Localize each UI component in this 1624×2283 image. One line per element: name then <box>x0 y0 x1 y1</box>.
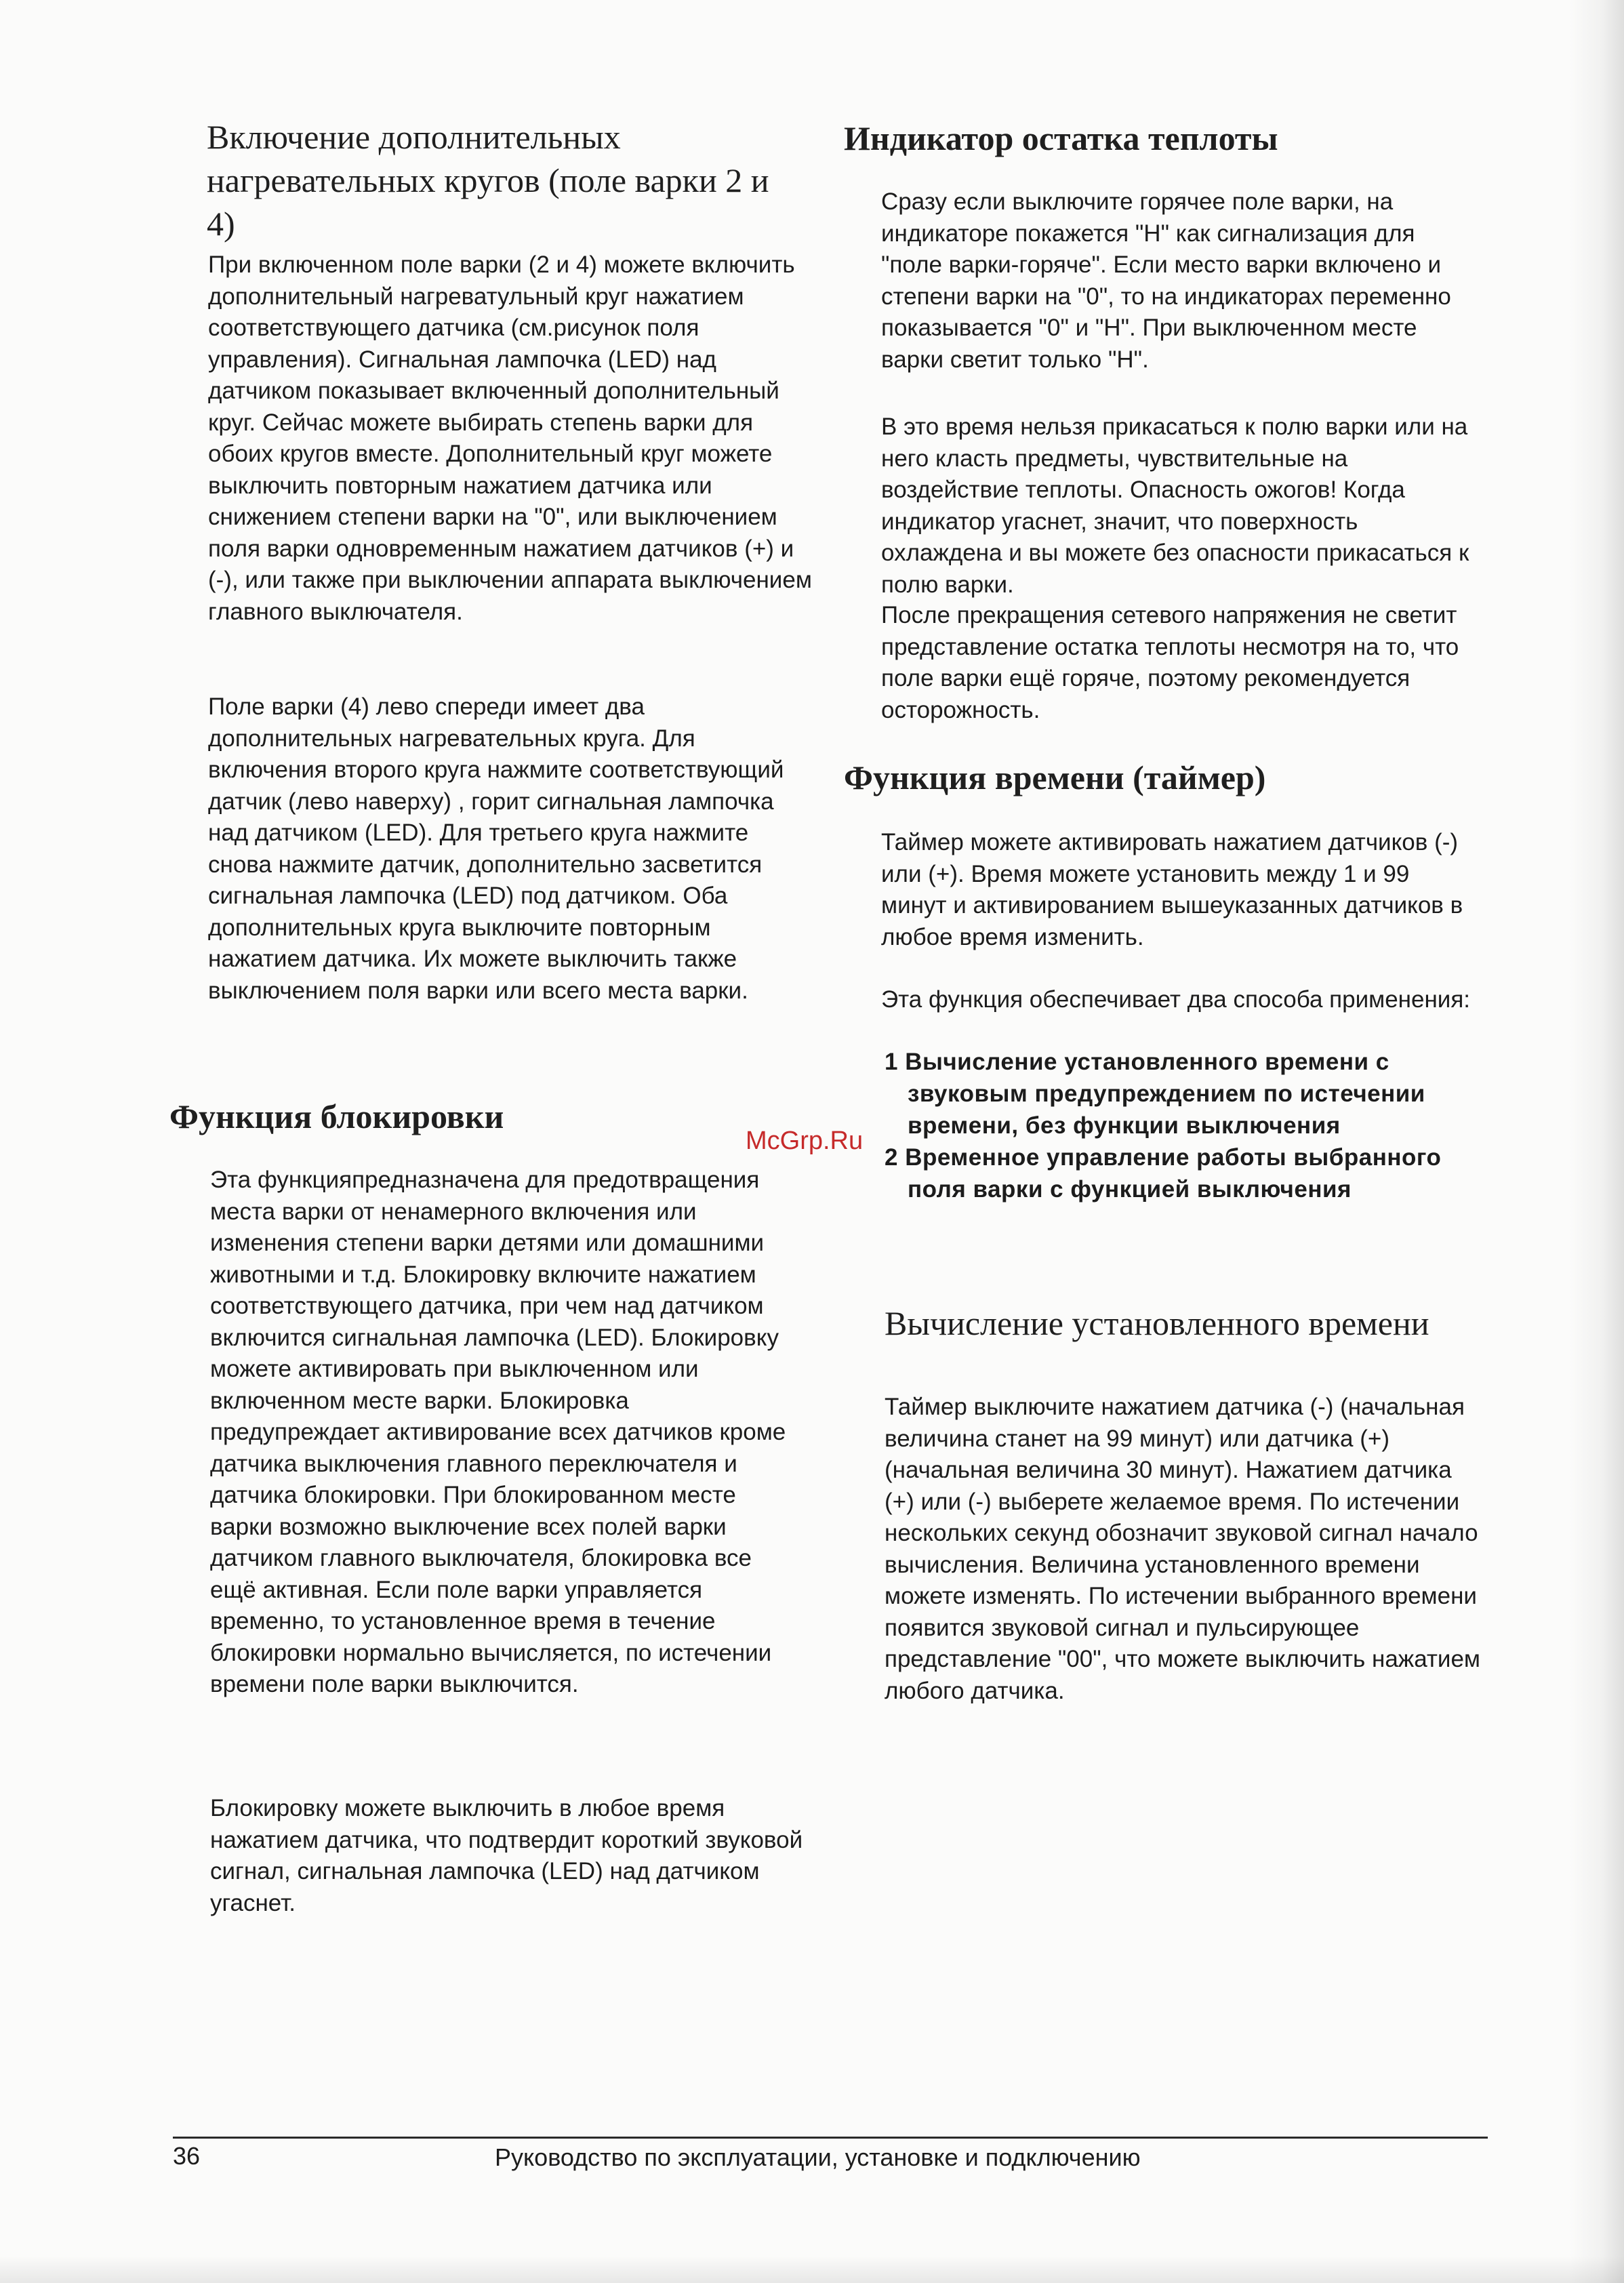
paragraph-timer-modes <box>881 984 1478 1016</box>
paragraph-field-4 <box>208 691 805 1007</box>
heading-text: Вычисление установленного времени <box>885 1304 1429 1342</box>
timer-modes-list <box>885 1046 1467 1205</box>
paragraph-residual-heat-warning <box>881 411 1478 601</box>
heading-text: Функция блокировки <box>169 1097 504 1135</box>
watermark-logo: McGrp.Ru <box>746 1127 864 1155</box>
paragraph-text: Эта функцияпредназначена для предотвращения места варки от ненамерного включения или изменения степени варки детями или домашними животными и т.д. Блокировку включите нажатием соответствующего датчика, при чем над датчиком включится сигнальная лампочка (LED). Блокировку можете активировать при выключенном или включенном месте варки. Блокировка предупреждает активирование всех датчиков кроме датчика выключения главного переключателя и датчика блокировки. При блокированном месте варки возможно выключение всех полей варки датчиком главного выключателя, блокировка все ещё активная. Если поле варки управляется временно, то установленное время в течение блокировки нормально вычисляется, по истечении времени поле варки выключится. <box>210 1167 786 1697</box>
footer-title: Руководство по эксплуатации, установке и подключению <box>495 2143 1141 2171</box>
heading-text: Включение дополнительных нагревательных кругов (поле варки 2 и 4) <box>207 118 769 243</box>
heading-lock-function <box>169 1095 712 1138</box>
list-item: 2 Временное управление работы выбранного поля варки с функцией выключения <box>885 1144 1442 1203</box>
heading-timer-function <box>844 756 1454 799</box>
heading-text: Функция времени (таймер) <box>844 759 1266 796</box>
paragraph-text: Блокировку можете выключить в любое время нажатием датчика, что подтвердит короткий звуковой сигнал, сигнальная лампочка (LED) над датчиком угаснет. <box>210 1795 803 1916</box>
footer-divider <box>173 2137 1488 2139</box>
paragraph-text: При включенном поле варки (2 и 4) можете включить дополнительный нагреватульный круг нажатием соответствующего датчика (см.рисунок поля управления). Сигнальная лампочка (LED) над датчиком показывает включенный дополнительный круг. Сейчас можете выбирать степень варки для обоих кругов вместе. Дополнительный круг можете выключить повторным нажатием датчика или снижением степени варки на "0", или выключением поля варки одновременным нажатием датчиков (+) и (-), или также при выключении аппарата выключением главного выключателя. <box>208 251 812 625</box>
scan-edge-shadow <box>1570 0 1624 2283</box>
paragraph-timer <box>881 827 1478 953</box>
page-number: 36 <box>173 2142 201 2170</box>
heading-additional-circles <box>207 115 769 245</box>
paragraph-lock-off <box>210 1793 807 1919</box>
paragraph-power-loss <box>881 600 1478 726</box>
heading-text: Индикатор остатка теплоты <box>844 119 1278 157</box>
paragraph-text: Сразу если выключите горячее поле варки, на индикаторе покажется "H" как сигнализация для "поле варки-горяче". Если место варки включено и степени варки на "0", то на индикаторах переменно показывается "0" и "H". При выключенном месте варки светит только "H". <box>881 188 1451 373</box>
paragraph-time-calculation <box>885 1392 1481 1707</box>
scan-bottom-shadow <box>0 2256 1624 2283</box>
paragraph-lock-function <box>210 1165 800 1701</box>
heading-time-calculation <box>885 1301 1495 1345</box>
paragraph-text: После прекращения сетевого напряжения не светит представление остатка теплоты несмотря на то, что поле варки ещё горяче, поэтому рекомендуется осторожность. <box>881 602 1459 723</box>
paragraph-text: Поле варки (4) лево спереди имеет два дополнительных нагревательных круга. Для включения второго круга нажмите соответствующий датчик (лево наверху) , горит сигнальная лампочка над датчиком (LED). Для третьего круга нажмите снова нажмите датчик, дополнительно засветится сигнальная лампочка (LED) под датчиком. Оба дополнительных круга выключите повторным нажатием датчика. Их можете выключить также выключением поля варки или всего места варки. <box>208 693 784 1004</box>
paragraph-text: Таймер выключите нажатием датчика (-) (начальная величина станет на 99 минут) или датчика (+) (начальная величина 30 минут). Нажатием датчика (+) или (-) выберете желаемое время. По истечении нескольких секунд обозначит звуковой сигнал начало вычисления. Величина установленного времени можете изменять. По истечении выбранного времени появится звуковой сигнал и пульсирующее представление "00", что можете выключить нажатием любого датчика. <box>885 1394 1480 1704</box>
heading-residual-heat <box>844 117 1454 160</box>
paragraph-residual-heat <box>881 186 1478 376</box>
paragraph-text: Эта функция обеспечивает два способа применения: <box>881 986 1471 1013</box>
paragraph-text: В это время нельзя прикасаться к полю варки или на него класть предметы, чувствительные на воздействие теплоты. Опасность ожогов! Когда индикатор угаснет, значит, что поверхность охлаждена и вы можете без опасности прикасаться к полю варки. <box>881 413 1469 598</box>
list-item: 1 Вычисление установленного времени с звуковым предупреждением по истечении времени, без функции выключения <box>885 1049 1425 1139</box>
paragraph-additional-circles <box>208 249 818 628</box>
paragraph-text: Таймер можете активировать нажатием датчиков (-) или (+). Время можете установить между 1 и 99 минут и активированием вышеуказанных датчиков в любое время изменить. <box>881 829 1463 950</box>
